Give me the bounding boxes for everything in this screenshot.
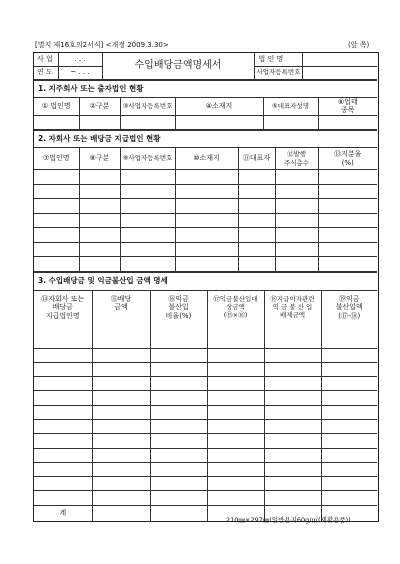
table-cell[interactable]: [150, 491, 207, 505]
table-cell[interactable]: [34, 462, 92, 476]
table-cell[interactable]: [264, 434, 321, 448]
table-cell[interactable]: [34, 377, 92, 391]
table-cell[interactable]: [92, 462, 150, 476]
table-cell[interactable]: [150, 377, 207, 391]
table-cell[interactable]: [321, 462, 377, 476]
section2-table: [34, 130, 377, 272]
table-cell[interactable]: [321, 448, 377, 462]
table-cell[interactable]: [120, 213, 175, 228]
table-cell[interactable]: [92, 391, 150, 405]
table-cell[interactable]: [321, 377, 377, 391]
section3-table: [34, 272, 377, 522]
table-cell[interactable]: [175, 257, 238, 272]
corp-name-label: 법 인 명: [254, 53, 302, 66]
table-row: [34, 257, 377, 272]
table-cell[interactable]: [79, 257, 120, 272]
table-cell[interactable]: [175, 184, 238, 199]
table-cell[interactable]: [264, 377, 321, 391]
section1-table: [34, 80, 377, 131]
table-cell[interactable]: [175, 213, 238, 228]
section2-heading: 2. 자회사 또는 배당금 지급법인 현황: [34, 131, 377, 148]
table-cell[interactable]: [34, 491, 92, 505]
corp-name-field[interactable]: [302, 53, 377, 66]
form-reference: [별지 제16호의2서식] <개정 2009.3.30>: [35, 41, 169, 49]
table-cell[interactable]: [34, 257, 79, 272]
table-cell[interactable]: [264, 448, 321, 462]
table-row: [34, 242, 377, 257]
table-cell[interactable]: [207, 405, 264, 419]
s2-col-ratio: ⑬지분율 (%): [318, 148, 377, 170]
table-cell[interactable]: [264, 348, 321, 362]
table-cell[interactable]: [92, 434, 150, 448]
table-cell[interactable]: [207, 477, 264, 491]
section2-header-row: [34, 148, 377, 170]
s2-col-address: ⑩소재지: [175, 148, 238, 170]
table-cell[interactable]: [275, 184, 318, 199]
header-table: [34, 53, 377, 80]
table-cell[interactable]: [318, 257, 377, 272]
table-cell[interactable]: [120, 228, 175, 243]
table-cell[interactable]: [175, 170, 238, 185]
s1-col-corp-name: ① 법인명: [34, 97, 79, 116]
s1-col-biz-no: ③사업자등록번호: [120, 97, 175, 116]
table-row: [34, 448, 377, 462]
table-cell[interactable]: [92, 477, 150, 491]
form-title: 수입배당금액명세서: [102, 53, 254, 79]
table-cell[interactable]: [321, 434, 377, 448]
table-cell[interactable]: [34, 170, 79, 185]
table-cell[interactable]: [34, 448, 92, 462]
s1-col-type: ②구분: [79, 97, 120, 116]
table-cell[interactable]: [34, 434, 92, 448]
table-cell[interactable]: [34, 213, 79, 228]
table-cell[interactable]: [92, 348, 150, 362]
s2-col-rep: ⑪대표자: [238, 148, 275, 170]
table-cell[interactable]: [321, 491, 377, 505]
table-cell[interactable]: [318, 184, 377, 199]
table-cell[interactable]: [318, 170, 377, 185]
table-cell[interactable]: [150, 405, 207, 419]
table-cell[interactable]: [150, 391, 207, 405]
table-row: [34, 491, 377, 505]
page-side-label: (앞 쪽): [348, 41, 370, 49]
table-cell[interactable]: [207, 448, 264, 462]
table-cell[interactable]: [321, 405, 377, 419]
table-cell[interactable]: [79, 184, 120, 199]
s3-col-sub-name: ⑭자회사 또는 배당금 지급법인명: [34, 290, 92, 348]
table-cell[interactable]: [318, 199, 377, 214]
table-row: [34, 348, 377, 362]
table-cell[interactable]: [264, 362, 321, 376]
year-to-dots: . . .: [78, 68, 90, 77]
table-cell[interactable]: [238, 242, 275, 257]
table-cell[interactable]: [150, 362, 207, 376]
table-row: [34, 434, 377, 448]
table-cell[interactable]: [207, 419, 264, 433]
table-cell[interactable]: [275, 213, 318, 228]
table-cell[interactable]: [34, 477, 92, 491]
table-cell[interactable]: [275, 228, 318, 243]
table-cell[interactable]: [175, 228, 238, 243]
table-cell[interactable]: [79, 213, 120, 228]
table-cell[interactable]: [207, 491, 264, 505]
s2-col-type: ⑧구분: [79, 148, 120, 170]
table-cell[interactable]: [207, 434, 264, 448]
table-cell[interactable]: [238, 199, 275, 214]
table-cell[interactable]: [79, 199, 120, 214]
table-cell[interactable]: [321, 391, 377, 405]
s3-col-dividend: ⑮배당 금액: [92, 290, 150, 348]
s2-col-corp-name: ⑦법인명: [34, 148, 79, 170]
table-cell[interactable]: [120, 184, 175, 199]
table-cell[interactable]: [150, 348, 207, 362]
table-cell[interactable]: [238, 184, 275, 199]
table-cell[interactable]: [34, 405, 92, 419]
table-cell[interactable]: [207, 377, 264, 391]
table-cell[interactable]: [150, 434, 207, 448]
table-cell[interactable]: [150, 477, 207, 491]
table-row: [34, 462, 377, 476]
s3-col-exclusion: ⑱지급이자관련 익 금 불 산 입 배제금액: [264, 290, 321, 348]
section1-header-row: [34, 97, 377, 116]
table-cell[interactable]: [120, 257, 175, 272]
table-cell[interactable]: [79, 242, 120, 257]
table-cell[interactable]: [238, 170, 275, 185]
table-row: [34, 477, 377, 491]
table-cell[interactable]: [264, 477, 321, 491]
table-row: [34, 199, 377, 214]
table-cell[interactable]: [34, 242, 79, 257]
table-cell[interactable]: [238, 257, 275, 272]
table-cell[interactable]: [79, 170, 120, 185]
s3-col-ratio: ⑯익금 불산입 비율(%): [150, 290, 207, 348]
section1-heading: 1. 지주회사 또는 출자법인 현황: [34, 80, 377, 97]
table-cell[interactable]: [79, 228, 120, 243]
table-cell[interactable]: [34, 228, 79, 243]
table-cell[interactable]: [92, 377, 150, 391]
table-cell[interactable]: [92, 491, 150, 505]
table-cell[interactable]: [264, 391, 321, 405]
table-cell[interactable]: [150, 448, 207, 462]
table-cell[interactable]: [275, 257, 318, 272]
table-cell[interactable]: [207, 348, 264, 362]
table-cell[interactable]: [120, 199, 175, 214]
table-cell[interactable]: [275, 199, 318, 214]
table-cell[interactable]: [321, 348, 377, 362]
table-cell[interactable]: [92, 419, 150, 433]
s3-total-label: 계: [34, 505, 92, 521]
table-cell[interactable]: [321, 477, 377, 491]
table-cell[interactable]: [92, 448, 150, 462]
year-label-2: 연 도: [34, 66, 58, 79]
table-cell[interactable]: [120, 242, 175, 257]
table-row: [34, 405, 377, 419]
table-cell[interactable]: [150, 462, 207, 476]
table-cell[interactable]: [150, 419, 207, 433]
table-cell[interactable]: [321, 362, 377, 376]
table-cell[interactable]: [207, 362, 264, 376]
year-tilde: ~: [70, 68, 77, 77]
s1-col-business: ⑥업태 종목: [318, 97, 377, 116]
table-cell[interactable]: [34, 391, 92, 405]
year-label: 사 업: [34, 53, 58, 66]
table-row: [34, 377, 377, 391]
section3-heading: 3. 수입배당금 및 익금불산입 금액 명세: [34, 272, 377, 290]
s3-col-result: ⑲익금 불산입액 (⑰-⑱): [321, 290, 377, 348]
s1-col-rep: ⑤대표자성명: [263, 97, 318, 116]
table-row: [34, 228, 377, 243]
table-row: [34, 362, 377, 376]
s2-col-biz-no: ⑨사업자등록번호: [120, 148, 175, 170]
table-cell[interactable]: [264, 405, 321, 419]
biz-no-label: 사업자등록번호: [254, 66, 302, 79]
table-cell[interactable]: [264, 462, 321, 476]
table-row: [34, 184, 377, 199]
table-cell[interactable]: [264, 419, 321, 433]
table-row: [34, 213, 377, 228]
table-cell[interactable]: [275, 242, 318, 257]
form-footer: 210㎜×297㎜(일반용지60g/㎡(재활용품)): [226, 516, 351, 524]
table-cell[interactable]: [34, 199, 79, 214]
table-cell[interactable]: [120, 170, 175, 185]
year-to[interactable]: [58, 66, 102, 79]
table-row: [34, 170, 377, 185]
s1-data-row: [34, 116, 377, 130]
table-cell[interactable]: [175, 199, 238, 214]
s2-col-shares: ⑫발행 주식총수: [275, 148, 318, 170]
table-row: [34, 419, 377, 433]
table-cell[interactable]: [175, 242, 238, 257]
s3-col-target: ⑰익금불산입대 상금액 (⑮×⑯): [207, 290, 264, 348]
table-cell[interactable]: [318, 242, 377, 257]
table-cell[interactable]: [34, 184, 79, 199]
table-cell[interactable]: [238, 228, 275, 243]
table-cell[interactable]: [34, 362, 92, 376]
form-frame: [33, 52, 379, 522]
table-row: [34, 391, 377, 405]
table-cell[interactable]: [264, 491, 321, 505]
table-cell[interactable]: [92, 405, 150, 419]
section3-header-row: [34, 290, 377, 348]
s1-col-address: ④소재지: [175, 97, 263, 116]
table-cell[interactable]: [275, 170, 318, 185]
table-cell[interactable]: [318, 228, 377, 243]
table-cell[interactable]: [207, 391, 264, 405]
table-cell[interactable]: [34, 419, 92, 433]
table-cell[interactable]: [207, 462, 264, 476]
year-from[interactable]: . . .: [58, 53, 102, 66]
table-cell[interactable]: [92, 362, 150, 376]
table-cell[interactable]: [321, 419, 377, 433]
table-cell[interactable]: [238, 213, 275, 228]
biz-no-field[interactable]: [302, 66, 377, 79]
table-cell[interactable]: [318, 213, 377, 228]
table-cell[interactable]: [34, 348, 92, 362]
